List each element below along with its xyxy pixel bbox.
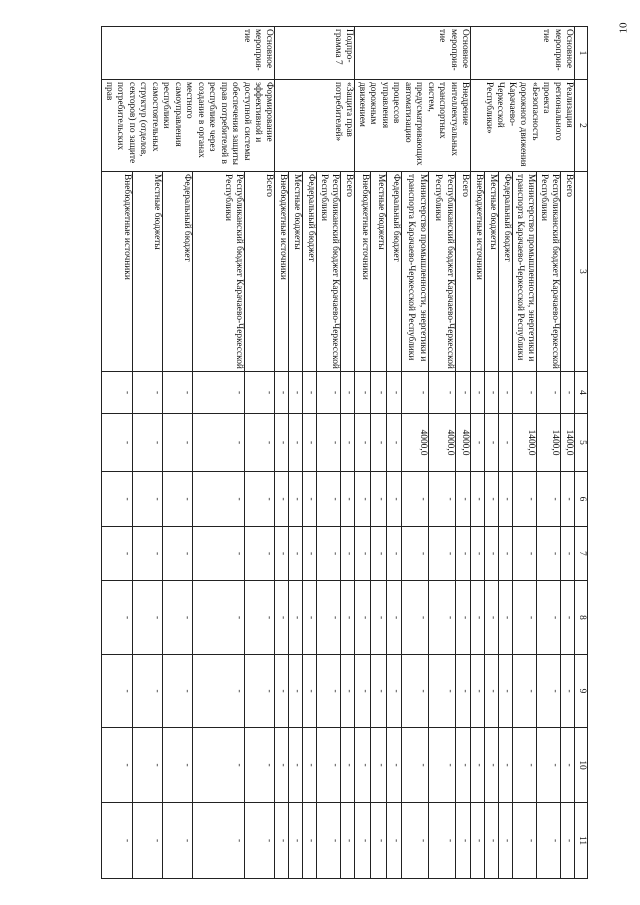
measure-type-cell: Основное мероприя-тие [102, 27, 275, 80]
value-cell: - [371, 414, 387, 472]
value-cell: - [245, 372, 275, 414]
value-cell: - [303, 414, 317, 472]
value-cell: - [132, 728, 162, 803]
funding-source-cell: Министерство промышленности, энергетики и транспорта Карачаево-Черкесской Республики [513, 172, 537, 372]
value-cell: 4000,0 [428, 414, 455, 472]
value-cell: - [402, 655, 429, 728]
funding-source-cell: Республиканский бюджет Карачаево-Черкесской Республики [193, 172, 245, 372]
value-cell: - [193, 472, 245, 527]
value-cell: - [485, 728, 499, 803]
header-row [575, 27, 588, 879]
value-cell: - [386, 414, 402, 472]
value-cell: - [303, 655, 317, 728]
measure-name-cell: Реализация регионального проекта «Безопасность дорожного движения Карачаево-Черкесской Республики» [471, 80, 575, 172]
value-cell: - [499, 527, 513, 581]
value-cell: - [245, 655, 275, 728]
value-cell: - [355, 414, 371, 472]
measure-type-cell: Основное мероприя-тие [471, 27, 575, 80]
funding-source-cell: Федеральный бюджет [163, 172, 193, 372]
funding-source-cell: Внебюджетные источники [355, 172, 371, 372]
header-cell: 5 [575, 414, 588, 472]
value-cell: - [402, 527, 429, 581]
value-cell: - [371, 655, 387, 728]
value-cell: - [289, 472, 303, 527]
value-cell: - [341, 527, 355, 581]
value-cell: - [499, 472, 513, 527]
value-cell: - [355, 655, 371, 728]
value-cell: - [561, 728, 575, 803]
value-cell: - [163, 803, 193, 879]
value-cell: - [455, 372, 471, 414]
header-cell: 4 [575, 372, 588, 414]
value-cell: - [132, 372, 162, 414]
header-cell: 11 [575, 803, 588, 879]
funding-source-cell: Всего [341, 172, 355, 372]
value-cell: - [132, 527, 162, 581]
funding-source-cell: Местные бюджеты [371, 172, 387, 372]
value-cell: - [561, 803, 575, 879]
value-cell: - [193, 728, 245, 803]
value-cell: - [513, 581, 537, 655]
value-cell: 4000,0 [402, 414, 429, 472]
value-cell: - [499, 372, 513, 414]
value-cell: - [537, 803, 561, 879]
value-cell: 1400,0 [537, 414, 561, 472]
value-cell: - [471, 728, 485, 803]
value-cell: - [513, 527, 537, 581]
value-cell: - [471, 655, 485, 728]
value-cell: - [499, 655, 513, 728]
value-cell: - [386, 581, 402, 655]
funding-source-cell: Федеральный бюджет [386, 172, 402, 372]
value-cell: - [402, 581, 429, 655]
value-cell: - [402, 372, 429, 414]
value-cell: - [471, 372, 485, 414]
value-cell: - [317, 414, 341, 472]
value-cell: - [289, 372, 303, 414]
value-cell: - [193, 372, 245, 414]
value-cell: - [289, 655, 303, 728]
value-cell: - [341, 803, 355, 879]
value-cell: - [455, 527, 471, 581]
funding-source-cell: Всего [245, 172, 275, 372]
measure-name-cell: Формирование эффективной и доступной системы обеспечения защиты прав потребителей в республике через создание в органах местного самоуправления республики самостоятельных структур (отделов, секторов) по защите потребительских прав [102, 80, 275, 172]
value-cell: - [386, 372, 402, 414]
table-row [341, 27, 355, 879]
measure-name-cell: «Защита прав потребителей» [275, 80, 355, 172]
value-cell: - [513, 655, 537, 728]
value-cell: - [102, 414, 132, 472]
value-cell: - [102, 472, 132, 527]
value-cell: - [428, 472, 455, 527]
budget-table [101, 26, 588, 879]
value-cell: - [289, 581, 303, 655]
value-cell: - [428, 803, 455, 879]
rotated-page [56, 26, 588, 878]
value-cell: - [386, 527, 402, 581]
value-cell: - [402, 472, 429, 527]
value-cell: - [471, 581, 485, 655]
value-cell: - [341, 728, 355, 803]
value-cell: - [102, 372, 132, 414]
value-cell: - [455, 803, 471, 879]
header-cell: 2 [575, 80, 588, 172]
value-cell: - [245, 414, 275, 472]
value-cell: - [275, 581, 289, 655]
value-cell: - [303, 527, 317, 581]
value-cell: - [102, 728, 132, 803]
value-cell: 4000,0 [455, 414, 471, 472]
value-cell: - [537, 527, 561, 581]
value-cell: - [193, 803, 245, 879]
value-cell: - [537, 581, 561, 655]
value-cell: - [386, 803, 402, 879]
value-cell: - [303, 581, 317, 655]
value-cell: - [245, 728, 275, 803]
value-cell: - [355, 803, 371, 879]
funding-source-cell: Федеральный бюджет [303, 172, 317, 372]
value-cell: - [428, 655, 455, 728]
value-cell: - [485, 803, 499, 879]
value-cell: - [317, 728, 341, 803]
value-cell: - [275, 655, 289, 728]
value-cell: - [193, 581, 245, 655]
value-cell: 1400,0 [561, 414, 575, 472]
value-cell: - [102, 581, 132, 655]
value-cell: - [317, 655, 341, 728]
value-cell: 1400,0 [513, 414, 537, 472]
funding-source-cell: Местные бюджеты [485, 172, 499, 372]
value-cell: - [341, 414, 355, 472]
funding-source-cell: Республиканский бюджет Карачаево-Черкесской Республики [537, 172, 561, 372]
value-cell: - [371, 728, 387, 803]
value-cell: - [513, 728, 537, 803]
header-cell: 6 [575, 472, 588, 527]
value-cell: - [102, 655, 132, 728]
value-cell: - [355, 581, 371, 655]
value-cell: - [371, 372, 387, 414]
value-cell: - [245, 527, 275, 581]
value-cell: - [371, 527, 387, 581]
value-cell: - [371, 803, 387, 879]
funding-source-cell: Всего [561, 172, 575, 372]
value-cell: - [371, 472, 387, 527]
value-cell: - [317, 803, 341, 879]
value-cell: - [317, 527, 341, 581]
funding-source-cell: Всего [455, 172, 471, 372]
value-cell: - [537, 472, 561, 527]
value-cell: - [163, 472, 193, 527]
value-cell: - [455, 472, 471, 527]
value-cell: - [471, 803, 485, 879]
value-cell: - [275, 527, 289, 581]
value-cell: - [163, 527, 193, 581]
value-cell: - [102, 803, 132, 879]
value-cell: - [455, 728, 471, 803]
table-row [455, 27, 471, 879]
value-cell: - [303, 372, 317, 414]
value-cell: - [485, 472, 499, 527]
value-cell: - [499, 414, 513, 472]
value-cell: - [561, 472, 575, 527]
table-row [561, 27, 575, 879]
value-cell: - [386, 728, 402, 803]
funding-source-cell: Республиканский бюджет Карачаево-Черкесской Республики [317, 172, 341, 372]
funding-source-cell: Министерство промышленности, энергетики и транспорта Карачаево-Черкесской Республики [402, 172, 429, 372]
value-cell: - [303, 472, 317, 527]
value-cell: - [245, 581, 275, 655]
value-cell: - [499, 581, 513, 655]
value-cell: - [163, 655, 193, 728]
value-cell: - [132, 414, 162, 472]
funding-source-cell: Внебюджетные источники [102, 172, 132, 372]
value-cell: - [513, 472, 537, 527]
value-cell: - [102, 527, 132, 581]
value-cell: - [317, 472, 341, 527]
value-cell: - [289, 728, 303, 803]
value-cell: - [193, 655, 245, 728]
header-cell: 3 [575, 172, 588, 372]
page-number: 10 [617, 22, 630, 34]
value-cell: - [163, 581, 193, 655]
funding-source-cell: Федеральный бюджет [499, 172, 513, 372]
value-cell: - [245, 803, 275, 879]
value-cell: - [275, 414, 289, 472]
value-cell: - [355, 728, 371, 803]
value-cell: - [513, 372, 537, 414]
value-cell: - [317, 372, 341, 414]
measure-type-cell: Основное мероприя-тие [355, 27, 471, 80]
value-cell: - [193, 414, 245, 472]
value-cell: - [132, 472, 162, 527]
header-cell: 10 [575, 728, 588, 803]
funding-source-cell: Внебюджетные источники [275, 172, 289, 372]
value-cell: - [275, 472, 289, 527]
value-cell: - [317, 581, 341, 655]
value-cell: - [561, 655, 575, 728]
value-cell: - [485, 372, 499, 414]
value-cell: - [386, 655, 402, 728]
header-cell: 7 [575, 527, 588, 581]
value-cell: - [386, 472, 402, 527]
value-cell: - [355, 472, 371, 527]
value-cell: - [355, 372, 371, 414]
value-cell: - [341, 581, 355, 655]
value-cell: - [428, 728, 455, 803]
measure-type-cell: Подпро-грамма 7 [275, 27, 355, 80]
value-cell: - [561, 581, 575, 655]
value-cell: - [471, 472, 485, 527]
value-cell: - [537, 655, 561, 728]
value-cell: - [275, 803, 289, 879]
value-cell: - [132, 655, 162, 728]
value-cell: - [163, 372, 193, 414]
value-cell: - [289, 527, 303, 581]
value-cell: - [275, 372, 289, 414]
value-cell: - [341, 472, 355, 527]
value-cell: - [537, 372, 561, 414]
value-cell: - [341, 372, 355, 414]
funding-source-cell: Местные бюджеты [132, 172, 162, 372]
header-cell: 8 [575, 581, 588, 655]
value-cell: - [163, 414, 193, 472]
value-cell: - [402, 803, 429, 879]
value-cell: - [428, 372, 455, 414]
value-cell: - [485, 581, 499, 655]
header-cell: 9 [575, 655, 588, 728]
value-cell: - [402, 728, 429, 803]
value-cell: - [485, 527, 499, 581]
value-cell: - [132, 581, 162, 655]
value-cell: - [513, 803, 537, 879]
value-cell: - [499, 803, 513, 879]
value-cell: - [485, 655, 499, 728]
table-row [245, 27, 275, 879]
value-cell: - [455, 581, 471, 655]
funding-source-cell: Республиканский бюджет Карачаево-Черкесской Республики [428, 172, 455, 372]
value-cell: - [371, 581, 387, 655]
value-cell: - [303, 803, 317, 879]
value-cell: - [289, 414, 303, 472]
measure-name-cell: Внедрение интеллектуальных транспортных систем, предусматривающих автоматизацию процессов управления дорожным движением [355, 80, 471, 172]
value-cell: - [245, 472, 275, 527]
value-cell: - [455, 655, 471, 728]
value-cell: - [355, 527, 371, 581]
value-cell: - [561, 527, 575, 581]
value-cell: - [163, 728, 193, 803]
header-cell: 1 [575, 27, 588, 80]
value-cell: - [428, 581, 455, 655]
value-cell: - [341, 655, 355, 728]
value-cell: - [303, 728, 317, 803]
table-body [102, 27, 575, 879]
value-cell: - [132, 803, 162, 879]
value-cell: - [471, 414, 485, 472]
value-cell: - [289, 803, 303, 879]
value-cell: - [499, 728, 513, 803]
value-cell: - [561, 372, 575, 414]
value-cell: - [471, 527, 485, 581]
value-cell: - [485, 414, 499, 472]
funding-source-cell: Внебюджетные источники [471, 172, 485, 372]
value-cell: - [537, 728, 561, 803]
value-cell: - [428, 527, 455, 581]
value-cell: - [193, 527, 245, 581]
funding-source-cell: Местные бюджеты [289, 172, 303, 372]
value-cell: - [275, 728, 289, 803]
